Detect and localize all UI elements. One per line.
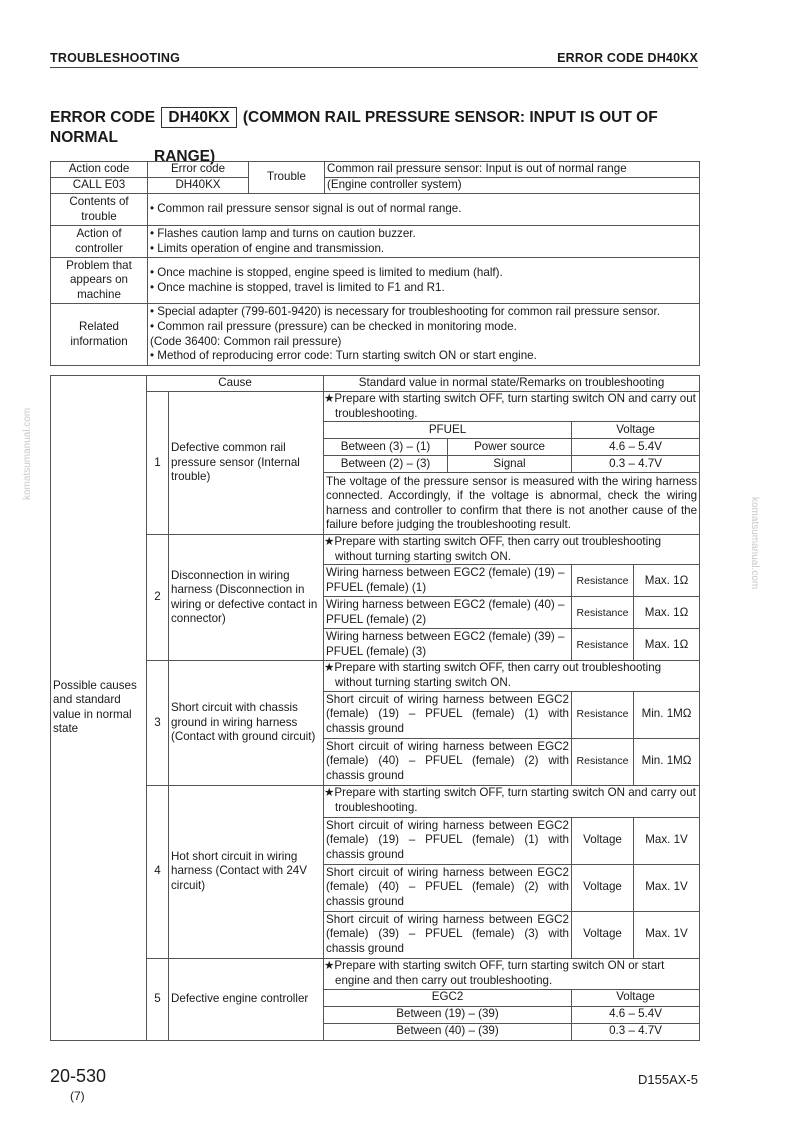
cause-2-row-desc: Wiring harness between EGC2 (female) (39) – PFUEL (female) (3) bbox=[324, 629, 572, 661]
cause-1-row-value: 4.6 – 5.4V bbox=[572, 439, 700, 456]
cause-3-row-value: Min. 1MΩ bbox=[634, 738, 700, 785]
cause-3-number: 3 bbox=[147, 661, 169, 785]
trouble-line2: (Engine controller system) bbox=[325, 178, 700, 194]
cause-5-row-between: Between (40) – (39) bbox=[324, 1023, 572, 1040]
cause-4-prep: ★Prepare with starting switch OFF, turn starting switch ON and carry out troubleshooting. bbox=[324, 785, 700, 817]
title-prefix: ERROR CODE bbox=[50, 109, 156, 126]
cause-header: Cause bbox=[147, 376, 324, 392]
cause-4-number: 4 bbox=[147, 785, 169, 958]
cause-4-row-kind: Voltage bbox=[572, 817, 634, 864]
title-code-box: DH40KX bbox=[161, 107, 236, 128]
cause-5-row-between: Between (19) – (39) bbox=[324, 1006, 572, 1023]
info-table bbox=[50, 161, 700, 366]
header-rule bbox=[50, 67, 698, 68]
action-item: • Limits operation of engine and transmission. bbox=[150, 241, 385, 255]
cause-5-prep: ★Prepare with starting switch OFF, turn starting switch ON or start engine and then carry out troubleshooting. bbox=[324, 958, 700, 989]
trouble-label: Trouble bbox=[249, 162, 325, 194]
cause-2-row-desc: Wiring harness between EGC2 (female) (40) – PFUEL (female) (2) bbox=[324, 597, 572, 629]
cause-1-row-signal: Signal bbox=[448, 456, 572, 473]
cause-1-number: 1 bbox=[147, 392, 169, 535]
problem-item: • Once machine is stopped, travel is limited to F1 and R1. bbox=[150, 280, 445, 294]
problem-label: Problem that appears on machine bbox=[51, 258, 148, 304]
cause-4-row-desc: Short circuit of wiring harness between EGC2 (female) (39) – PFUEL (female) (3) with chassis ground bbox=[324, 911, 572, 958]
page-number: 20-530 bbox=[50, 1066, 107, 1086]
cause-1-prep: ★Prepare with starting switch OFF, turn starting switch ON and carry out troubleshooting. bbox=[324, 392, 700, 422]
causes-table bbox=[50, 375, 700, 1041]
cause-3-row-value: Min. 1MΩ bbox=[634, 691, 700, 738]
cause-2-row-kind: Resistance bbox=[572, 565, 634, 597]
cause-2-row-kind: Resistance bbox=[572, 629, 634, 661]
action-label: Action of controller bbox=[51, 226, 148, 258]
cause-4-name: Hot short circuit in wiring harness (Contact with 24V circuit) bbox=[169, 785, 324, 958]
cause-1-row-between: Between (2) – (3) bbox=[324, 456, 448, 473]
title-line1: (COMMON RAIL PRESSURE SENSOR: INPUT IS OUT OF NORMAL bbox=[50, 109, 658, 146]
cause-1-row-value: 0.3 – 4.7V bbox=[572, 456, 700, 473]
cause-2-row-value: Max. 1Ω bbox=[634, 629, 700, 661]
related-label: Related information bbox=[51, 304, 148, 366]
cause-2-name: Disconnection in wiring harness (Disconnection in wiring or defective contact in connector) bbox=[169, 535, 324, 661]
cause-1-col-a: PFUEL bbox=[324, 422, 572, 439]
cause-2-number: 2 bbox=[147, 535, 169, 661]
cause-2-row-desc: Wiring harness between EGC2 (female) (19) – PFUEL (female) (1) bbox=[324, 565, 572, 597]
cause-1-name: Defective common rail pressure sensor (Internal trouble) bbox=[169, 392, 324, 535]
cause-3-row-desc: Short circuit of wiring harness between EGC2 (female) (19) – PFUEL (female) (1) with chassis ground bbox=[324, 691, 572, 738]
cause-4-row-kind: Voltage bbox=[572, 911, 634, 958]
header-section-title: TROUBLESHOOTING bbox=[50, 51, 181, 65]
error-code-value: DH40KX bbox=[148, 178, 249, 194]
cause-5-col-b: Voltage bbox=[572, 989, 700, 1006]
related-value bbox=[148, 304, 700, 366]
contents-label: Contents of trouble bbox=[51, 194, 148, 226]
related-item: • Special adapter (799-601-9420) is necessary for troubleshooting for common rail pressure sensor. bbox=[150, 305, 660, 319]
contents-value bbox=[148, 194, 700, 226]
action-code-label: Action code bbox=[51, 162, 148, 178]
cause-5-number: 5 bbox=[147, 958, 169, 1040]
action-item: • Flashes caution lamp and turns on caution buzzer. bbox=[150, 226, 416, 240]
contents-item: • Common rail pressure sensor signal is out of normal range. bbox=[150, 202, 462, 216]
cause-1-col-b: Voltage bbox=[572, 422, 700, 439]
page-revision: (7) bbox=[70, 1089, 85, 1103]
watermark-right: komatsumanual.com bbox=[749, 497, 760, 590]
action-code-value: CALL E03 bbox=[51, 178, 148, 194]
cause-3-prep: ★Prepare with starting switch OFF, then carry out troubleshooting without turning starting switch ON. bbox=[324, 661, 700, 691]
cause-3-row-desc: Short circuit of wiring harness between EGC2 (female) (40) – PFUEL (female) (2) with chassis ground bbox=[324, 738, 572, 785]
related-item: • Method of reproducing error code: Turn starting switch ON or start engine. bbox=[150, 349, 537, 363]
watermark-left: komatsumanual.com bbox=[22, 407, 33, 500]
action-value bbox=[148, 226, 700, 258]
header-error-code: ERROR CODE DH40KX bbox=[557, 51, 698, 65]
cause-3-name: Short circuit with chassis ground in wiring harness (Contact with ground circuit) bbox=[169, 661, 324, 785]
cause-4-row-desc: Short circuit of wiring harness between EGC2 (female) (40) – PFUEL (female) (2) with chassis ground bbox=[324, 864, 572, 911]
cause-2-row-value: Max. 1Ω bbox=[634, 565, 700, 597]
cause-2-row-value: Max. 1Ω bbox=[634, 597, 700, 629]
cause-3-row-kind: Resistance bbox=[572, 691, 634, 738]
cause-4-row-value: Max. 1V bbox=[634, 864, 700, 911]
cause-4-row-value: Max. 1V bbox=[634, 911, 700, 958]
cause-5-col-a: EGC2 bbox=[324, 989, 572, 1006]
cause-1-note: The voltage of the pressure sensor is measured with the wiring harness connected. Accordingly, if the voltage is abnormal, check the wiring harness and controller to confirm that there is not another cause of the failure before judging the troubleshooting result. bbox=[324, 473, 700, 535]
standard-header: Standard value in normal state/Remarks on troubleshooting bbox=[324, 376, 700, 392]
cause-4-row-value: Max. 1V bbox=[634, 817, 700, 864]
page-title bbox=[50, 107, 710, 166]
cause-2-row-kind: Resistance bbox=[572, 597, 634, 629]
error-code-label: Error code bbox=[148, 162, 249, 178]
cause-3-row-kind: Resistance bbox=[572, 738, 634, 785]
cause-4-row-desc: Short circuit of wiring harness between EGC2 (female) (19) – PFUEL (female) (1) with chassis ground bbox=[324, 817, 572, 864]
related-subitem: (Code 36400: Common rail pressure) bbox=[150, 334, 342, 348]
model-name: D155AX-5 bbox=[638, 1072, 698, 1087]
problem-value bbox=[148, 258, 700, 304]
causes-section-label: Possible causes and standard value in normal state bbox=[51, 376, 147, 1041]
cause-4-row-kind: Voltage bbox=[572, 864, 634, 911]
cause-5-name: Defective engine controller bbox=[169, 958, 324, 1040]
title-line2: RANGE) bbox=[154, 148, 216, 165]
cause-1-row-signal: Power source bbox=[448, 439, 572, 456]
cause-1-row-between: Between (3) – (1) bbox=[324, 439, 448, 456]
related-item: • Common rail pressure (pressure) can be checked in monitoring mode. bbox=[150, 319, 517, 333]
problem-item: • Once machine is stopped, engine speed is limited to medium (half). bbox=[150, 265, 503, 279]
cause-5-row-value: 4.6 – 5.4V bbox=[572, 1006, 700, 1023]
trouble-line1: Common rail pressure sensor: Input is out of normal range bbox=[325, 162, 700, 178]
cause-2-prep: ★Prepare with starting switch OFF, then carry out troubleshooting without turning starting switch ON. bbox=[324, 535, 700, 565]
cause-5-row-value: 0.3 – 4.7V bbox=[572, 1023, 700, 1040]
